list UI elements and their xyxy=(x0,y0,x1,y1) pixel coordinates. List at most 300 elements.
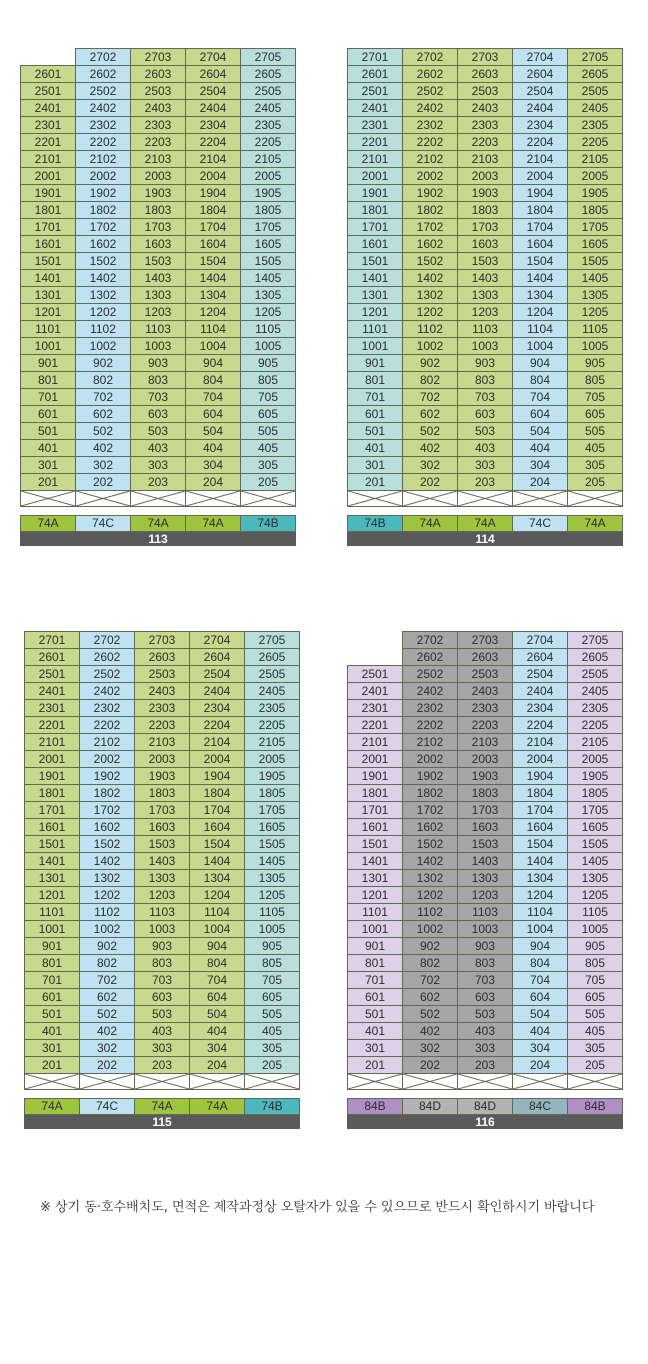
unit-cell[interactable]: 1202 xyxy=(76,304,131,321)
unit-cell[interactable]: 304 xyxy=(190,1040,245,1057)
unit-cell[interactable]: 802 xyxy=(80,955,135,972)
unit-cell[interactable]: 2602 xyxy=(403,66,458,83)
unit-cell[interactable]: 703 xyxy=(135,972,190,989)
unit-cell[interactable]: 1102 xyxy=(76,321,131,338)
unit-cell[interactable]: 1504 xyxy=(190,836,245,853)
unit-cell[interactable]: 1205 xyxy=(568,887,623,904)
unit-cell[interactable]: 2202 xyxy=(80,717,135,734)
unit-cell[interactable]: 1101 xyxy=(21,321,76,338)
unit-cell[interactable]: 204 xyxy=(513,1057,568,1074)
unit-cell[interactable]: 603 xyxy=(458,406,513,423)
unit-cell[interactable]: 2103 xyxy=(458,734,513,751)
unit-cell[interactable]: 1402 xyxy=(403,853,458,870)
unit-cell[interactable]: 1504 xyxy=(513,836,568,853)
unit-cell[interactable]: 2201 xyxy=(348,717,403,734)
unit-cell[interactable]: 1203 xyxy=(131,304,186,321)
unit-cell[interactable]: 705 xyxy=(241,389,296,406)
unit-cell[interactable]: 1902 xyxy=(80,768,135,785)
unit-cell[interactable]: 1205 xyxy=(245,887,300,904)
unit-cell[interactable]: 802 xyxy=(76,372,131,389)
unit-cell[interactable]: 2404 xyxy=(513,683,568,700)
unit-cell[interactable]: 2002 xyxy=(76,168,131,185)
unit-cell[interactable]: 1301 xyxy=(21,287,76,304)
unit-cell[interactable]: 2001 xyxy=(21,168,76,185)
unit-cell[interactable]: 1703 xyxy=(458,802,513,819)
unit-cell[interactable]: 1603 xyxy=(458,819,513,836)
unit-cell[interactable]: 1304 xyxy=(190,870,245,887)
unit-cell[interactable]: 1104 xyxy=(190,904,245,921)
unit-cell[interactable]: 2204 xyxy=(186,134,241,151)
unit-cell[interactable]: 504 xyxy=(190,1006,245,1023)
unit-cell[interactable]: 1304 xyxy=(513,287,568,304)
unit-cell[interactable]: 2102 xyxy=(80,734,135,751)
unit-cell[interactable]: 1103 xyxy=(458,321,513,338)
unit-cell[interactable]: 2702 xyxy=(80,632,135,649)
unit-cell[interactable]: 1404 xyxy=(186,270,241,287)
unit-cell[interactable]: 2705 xyxy=(245,632,300,649)
unit-cell[interactable]: 2001 xyxy=(348,168,403,185)
unit-cell[interactable]: 2301 xyxy=(348,117,403,134)
unit-cell[interactable]: 2005 xyxy=(568,168,623,185)
unit-cell[interactable]: 1104 xyxy=(186,321,241,338)
unit-cell[interactable]: 704 xyxy=(513,389,568,406)
unit-cell[interactable]: 404 xyxy=(186,440,241,457)
unit-cell[interactable]: 305 xyxy=(241,457,296,474)
unit-cell[interactable]: 2103 xyxy=(131,151,186,168)
unit-cell[interactable]: 1401 xyxy=(348,853,403,870)
unit-cell[interactable]: 704 xyxy=(186,389,241,406)
unit-cell[interactable]: 1305 xyxy=(568,870,623,887)
unit-cell[interactable]: 2105 xyxy=(568,151,623,168)
unit-cell[interactable]: 704 xyxy=(513,972,568,989)
unit-cell[interactable]: 2503 xyxy=(135,666,190,683)
unit-cell[interactable]: 2102 xyxy=(403,734,458,751)
unit-cell[interactable]: 1103 xyxy=(458,904,513,921)
unit-cell[interactable]: 2003 xyxy=(131,168,186,185)
unit-cell[interactable]: 1505 xyxy=(568,253,623,270)
unit-cell[interactable]: 1003 xyxy=(131,338,186,355)
unit-cell[interactable]: 2704 xyxy=(190,632,245,649)
unit-cell[interactable]: 405 xyxy=(568,1023,623,1040)
unit-cell[interactable]: 401 xyxy=(25,1023,80,1040)
unit-cell[interactable]: 702 xyxy=(403,972,458,989)
unit-cell[interactable]: 2602 xyxy=(403,649,458,666)
unit-cell[interactable]: 2305 xyxy=(245,700,300,717)
unit-cell[interactable]: 905 xyxy=(241,355,296,372)
unit-cell[interactable]: 1303 xyxy=(131,287,186,304)
unit-cell[interactable]: 1604 xyxy=(186,236,241,253)
unit-cell[interactable]: 2605 xyxy=(245,649,300,666)
unit-cell[interactable]: 503 xyxy=(131,423,186,440)
unit-cell[interactable]: 1402 xyxy=(80,853,135,870)
unit-cell[interactable]: 1405 xyxy=(568,853,623,870)
unit-cell[interactable]: 2104 xyxy=(190,734,245,751)
unit-cell[interactable]: 301 xyxy=(348,457,403,474)
unit-cell[interactable]: 1905 xyxy=(245,768,300,785)
unit-cell[interactable]: 1402 xyxy=(76,270,131,287)
unit-cell[interactable]: 303 xyxy=(135,1040,190,1057)
unit-cell[interactable]: 902 xyxy=(403,938,458,955)
unit-cell[interactable]: 2604 xyxy=(186,66,241,83)
unit-cell[interactable]: 1602 xyxy=(403,819,458,836)
unit-cell[interactable]: 2105 xyxy=(568,734,623,751)
unit-cell[interactable]: 302 xyxy=(76,457,131,474)
unit-cell[interactable]: 1801 xyxy=(25,785,80,802)
unit-cell[interactable]: 1403 xyxy=(458,853,513,870)
unit-cell[interactable]: 1003 xyxy=(458,921,513,938)
unit-cell[interactable]: 1503 xyxy=(131,253,186,270)
unit-cell[interactable]: 1601 xyxy=(348,819,403,836)
unit-cell[interactable]: 2704 xyxy=(513,49,568,66)
unit-cell[interactable]: 1804 xyxy=(513,202,568,219)
unit-cell[interactable]: 1902 xyxy=(403,185,458,202)
unit-cell[interactable]: 601 xyxy=(348,989,403,1006)
unit-cell[interactable]: 1102 xyxy=(403,321,458,338)
unit-cell[interactable]: 1802 xyxy=(403,202,458,219)
unit-cell[interactable]: 2605 xyxy=(568,649,623,666)
unit-cell[interactable]: 1604 xyxy=(513,819,568,836)
unit-cell[interactable]: 1602 xyxy=(403,236,458,253)
unit-cell[interactable]: 201 xyxy=(348,474,403,491)
unit-cell[interactable]: 402 xyxy=(76,440,131,457)
unit-cell[interactable]: 903 xyxy=(458,938,513,955)
unit-cell[interactable]: 2402 xyxy=(76,100,131,117)
unit-cell[interactable]: 1705 xyxy=(568,219,623,236)
unit-cell[interactable]: 501 xyxy=(348,1006,403,1023)
unit-cell[interactable]: 304 xyxy=(513,457,568,474)
unit-cell[interactable]: 1902 xyxy=(403,768,458,785)
unit-cell[interactable]: 2303 xyxy=(131,117,186,134)
unit-cell[interactable]: 402 xyxy=(403,440,458,457)
unit-cell[interactable]: 404 xyxy=(190,1023,245,1040)
unit-cell[interactable]: 1905 xyxy=(568,185,623,202)
unit-cell[interactable]: 1502 xyxy=(76,253,131,270)
unit-cell[interactable]: 1002 xyxy=(403,921,458,938)
unit-cell[interactable]: 305 xyxy=(568,457,623,474)
unit-cell[interactable]: 901 xyxy=(25,938,80,955)
unit-cell[interactable]: 801 xyxy=(348,372,403,389)
unit-cell[interactable]: 2404 xyxy=(513,100,568,117)
unit-cell[interactable]: 2301 xyxy=(348,700,403,717)
unit-cell[interactable]: 2104 xyxy=(513,151,568,168)
unit-cell[interactable]: 1203 xyxy=(458,887,513,904)
unit-cell[interactable]: 203 xyxy=(458,474,513,491)
unit-cell[interactable]: 1603 xyxy=(135,819,190,836)
unit-cell[interactable]: 1005 xyxy=(568,921,623,938)
unit-cell[interactable]: 1601 xyxy=(25,819,80,836)
unit-cell[interactable]: 601 xyxy=(21,406,76,423)
unit-cell[interactable]: 1804 xyxy=(186,202,241,219)
unit-cell[interactable]: 1805 xyxy=(241,202,296,219)
unit-cell[interactable]: 301 xyxy=(348,1040,403,1057)
unit-cell[interactable]: 1105 xyxy=(245,904,300,921)
unit-cell[interactable]: 602 xyxy=(403,989,458,1006)
unit-cell[interactable]: 2704 xyxy=(513,632,568,649)
unit-cell[interactable]: 605 xyxy=(245,989,300,1006)
unit-cell[interactable]: 1701 xyxy=(25,802,80,819)
unit-cell[interactable]: 1903 xyxy=(135,768,190,785)
unit-cell[interactable]: 1901 xyxy=(348,768,403,785)
unit-cell[interactable]: 2601 xyxy=(21,66,76,83)
unit-cell[interactable]: 2102 xyxy=(403,151,458,168)
unit-cell[interactable]: 1802 xyxy=(80,785,135,802)
unit-cell[interactable]: 701 xyxy=(21,389,76,406)
unit-cell[interactable]: 2304 xyxy=(513,700,568,717)
unit-cell[interactable]: 2701 xyxy=(25,632,80,649)
unit-cell[interactable]: 1102 xyxy=(80,904,135,921)
unit-cell[interactable]: 2703 xyxy=(135,632,190,649)
unit-cell[interactable]: 1602 xyxy=(76,236,131,253)
unit-cell[interactable]: 2203 xyxy=(131,134,186,151)
unit-cell[interactable]: 1702 xyxy=(403,219,458,236)
unit-cell[interactable]: 903 xyxy=(135,938,190,955)
unit-cell[interactable]: 505 xyxy=(568,1006,623,1023)
unit-cell[interactable]: 2604 xyxy=(513,66,568,83)
unit-cell[interactable]: 2104 xyxy=(513,734,568,751)
unit-cell[interactable]: 2602 xyxy=(76,66,131,83)
unit-cell[interactable]: 1202 xyxy=(80,887,135,904)
unit-cell[interactable]: 304 xyxy=(186,457,241,474)
unit-cell[interactable]: 803 xyxy=(458,372,513,389)
unit-cell[interactable]: 2505 xyxy=(241,83,296,100)
unit-cell[interactable]: 2101 xyxy=(348,734,403,751)
unit-cell[interactable]: 1005 xyxy=(241,338,296,355)
unit-cell[interactable]: 2205 xyxy=(568,134,623,151)
unit-cell[interactable]: 503 xyxy=(135,1006,190,1023)
unit-cell[interactable]: 502 xyxy=(403,1006,458,1023)
unit-cell[interactable]: 2205 xyxy=(245,717,300,734)
unit-cell[interactable]: 801 xyxy=(25,955,80,972)
unit-cell[interactable]: 2702 xyxy=(403,632,458,649)
unit-cell[interactable]: 2501 xyxy=(21,83,76,100)
unit-cell[interactable]: 2305 xyxy=(568,700,623,717)
unit-cell[interactable]: 202 xyxy=(403,474,458,491)
unit-cell[interactable]: 204 xyxy=(186,474,241,491)
unit-cell[interactable]: 2202 xyxy=(76,134,131,151)
unit-cell[interactable]: 302 xyxy=(403,457,458,474)
unit-cell[interactable]: 1905 xyxy=(241,185,296,202)
unit-cell[interactable]: 2404 xyxy=(190,683,245,700)
unit-cell[interactable]: 604 xyxy=(513,406,568,423)
unit-cell[interactable]: 2101 xyxy=(348,151,403,168)
unit-cell[interactable]: 2405 xyxy=(241,100,296,117)
unit-cell[interactable]: 805 xyxy=(568,372,623,389)
unit-cell[interactable]: 602 xyxy=(403,406,458,423)
unit-cell[interactable]: 1804 xyxy=(513,785,568,802)
unit-cell[interactable]: 1502 xyxy=(403,836,458,853)
unit-cell[interactable]: 1704 xyxy=(186,219,241,236)
unit-cell[interactable]: 2401 xyxy=(348,683,403,700)
unit-cell[interactable]: 2005 xyxy=(241,168,296,185)
unit-cell[interactable]: 202 xyxy=(80,1057,135,1074)
unit-cell[interactable]: 1605 xyxy=(241,236,296,253)
unit-cell[interactable]: 901 xyxy=(348,938,403,955)
unit-cell[interactable]: 2201 xyxy=(348,134,403,151)
unit-cell[interactable]: 702 xyxy=(80,972,135,989)
unit-cell[interactable]: 2701 xyxy=(348,49,403,66)
unit-cell[interactable]: 1202 xyxy=(403,304,458,321)
unit-cell[interactable]: 801 xyxy=(21,372,76,389)
unit-cell[interactable]: 1503 xyxy=(458,253,513,270)
unit-cell[interactable]: 201 xyxy=(25,1057,80,1074)
unit-cell[interactable]: 2405 xyxy=(245,683,300,700)
unit-cell[interactable]: 1402 xyxy=(403,270,458,287)
unit-cell[interactable]: 1801 xyxy=(348,202,403,219)
unit-cell[interactable]: 1202 xyxy=(403,887,458,904)
unit-cell[interactable]: 501 xyxy=(348,423,403,440)
unit-cell[interactable]: 604 xyxy=(186,406,241,423)
unit-cell[interactable]: 2505 xyxy=(568,83,623,100)
unit-cell[interactable]: 705 xyxy=(245,972,300,989)
unit-cell[interactable]: 1003 xyxy=(458,338,513,355)
unit-cell[interactable]: 1002 xyxy=(80,921,135,938)
unit-cell[interactable]: 204 xyxy=(190,1057,245,1074)
unit-cell[interactable]: 505 xyxy=(245,1006,300,1023)
unit-cell[interactable]: 1105 xyxy=(568,904,623,921)
unit-cell[interactable]: 1204 xyxy=(513,887,568,904)
unit-cell[interactable]: 902 xyxy=(80,938,135,955)
unit-cell[interactable]: 1705 xyxy=(245,802,300,819)
unit-cell[interactable]: 605 xyxy=(241,406,296,423)
unit-cell[interactable]: 2402 xyxy=(403,100,458,117)
unit-cell[interactable]: 1801 xyxy=(21,202,76,219)
unit-cell[interactable]: 1102 xyxy=(403,904,458,921)
unit-cell[interactable]: 203 xyxy=(131,474,186,491)
unit-cell[interactable]: 2703 xyxy=(131,49,186,66)
unit-cell[interactable]: 1004 xyxy=(186,338,241,355)
unit-cell[interactable]: 1903 xyxy=(131,185,186,202)
unit-cell[interactable]: 2005 xyxy=(568,751,623,768)
unit-cell[interactable]: 1203 xyxy=(458,304,513,321)
unit-cell[interactable]: 1803 xyxy=(131,202,186,219)
unit-cell[interactable]: 1404 xyxy=(513,270,568,287)
unit-cell[interactable]: 1602 xyxy=(80,819,135,836)
unit-cell[interactable]: 2404 xyxy=(186,100,241,117)
unit-cell[interactable]: 1101 xyxy=(348,321,403,338)
unit-cell[interactable]: 1503 xyxy=(458,836,513,853)
unit-cell[interactable]: 1101 xyxy=(25,904,80,921)
unit-cell[interactable]: 2605 xyxy=(241,66,296,83)
unit-cell[interactable]: 2603 xyxy=(458,66,513,83)
unit-cell[interactable]: 2203 xyxy=(458,717,513,734)
unit-cell[interactable]: 603 xyxy=(135,989,190,1006)
unit-cell[interactable]: 1704 xyxy=(513,802,568,819)
unit-cell[interactable]: 2202 xyxy=(403,717,458,734)
unit-cell[interactable]: 1001 xyxy=(348,921,403,938)
unit-cell[interactable]: 501 xyxy=(21,423,76,440)
unit-cell[interactable]: 1803 xyxy=(135,785,190,802)
unit-cell[interactable]: 1002 xyxy=(76,338,131,355)
unit-cell[interactable]: 1201 xyxy=(21,304,76,321)
unit-cell[interactable]: 301 xyxy=(21,457,76,474)
unit-cell[interactable]: 1302 xyxy=(403,287,458,304)
unit-cell[interactable]: 2503 xyxy=(458,666,513,683)
unit-cell[interactable]: 301 xyxy=(25,1040,80,1057)
unit-cell[interactable]: 1004 xyxy=(513,338,568,355)
unit-cell[interactable]: 1105 xyxy=(568,321,623,338)
unit-cell[interactable]: 1904 xyxy=(190,768,245,785)
unit-cell[interactable]: 2402 xyxy=(403,683,458,700)
unit-cell[interactable]: 502 xyxy=(403,423,458,440)
unit-cell[interactable]: 2502 xyxy=(403,666,458,683)
unit-cell[interactable]: 2602 xyxy=(80,649,135,666)
unit-cell[interactable]: 1001 xyxy=(21,338,76,355)
unit-cell[interactable]: 1303 xyxy=(135,870,190,887)
unit-cell[interactable]: 1901 xyxy=(348,185,403,202)
unit-cell[interactable]: 2501 xyxy=(348,83,403,100)
unit-cell[interactable]: 205 xyxy=(568,474,623,491)
unit-cell[interactable]: 2603 xyxy=(131,66,186,83)
unit-cell[interactable]: 905 xyxy=(568,355,623,372)
unit-cell[interactable]: 1705 xyxy=(568,802,623,819)
unit-cell[interactable]: 2703 xyxy=(458,49,513,66)
unit-cell[interactable]: 205 xyxy=(241,474,296,491)
unit-cell[interactable]: 203 xyxy=(135,1057,190,1074)
unit-cell[interactable]: 403 xyxy=(135,1023,190,1040)
unit-cell[interactable]: 805 xyxy=(241,372,296,389)
unit-cell[interactable]: 1603 xyxy=(458,236,513,253)
unit-cell[interactable]: 1805 xyxy=(245,785,300,802)
unit-cell[interactable]: 1603 xyxy=(131,236,186,253)
unit-cell[interactable]: 402 xyxy=(403,1023,458,1040)
unit-cell[interactable]: 2502 xyxy=(76,83,131,100)
unit-cell[interactable]: 805 xyxy=(245,955,300,972)
unit-cell[interactable]: 1905 xyxy=(568,768,623,785)
unit-cell[interactable]: 1901 xyxy=(25,768,80,785)
unit-cell[interactable]: 501 xyxy=(25,1006,80,1023)
unit-cell[interactable]: 1702 xyxy=(76,219,131,236)
unit-cell[interactable]: 1002 xyxy=(403,338,458,355)
unit-cell[interactable]: 2105 xyxy=(245,734,300,751)
unit-cell[interactable]: 2003 xyxy=(458,168,513,185)
unit-cell[interactable]: 701 xyxy=(348,389,403,406)
unit-cell[interactable]: 905 xyxy=(568,938,623,955)
unit-cell[interactable]: 502 xyxy=(80,1006,135,1023)
unit-cell[interactable]: 401 xyxy=(348,1023,403,1040)
unit-cell[interactable]: 303 xyxy=(131,457,186,474)
unit-cell[interactable]: 1604 xyxy=(513,236,568,253)
unit-cell[interactable]: 205 xyxy=(568,1057,623,1074)
unit-cell[interactable]: 2504 xyxy=(186,83,241,100)
unit-cell[interactable]: 202 xyxy=(76,474,131,491)
unit-cell[interactable]: 2004 xyxy=(513,751,568,768)
unit-cell[interactable]: 905 xyxy=(245,938,300,955)
unit-cell[interactable]: 1502 xyxy=(403,253,458,270)
unit-cell[interactable]: 1301 xyxy=(348,287,403,304)
unit-cell[interactable]: 1103 xyxy=(135,904,190,921)
unit-cell[interactable]: 1104 xyxy=(513,321,568,338)
unit-cell[interactable]: 1503 xyxy=(135,836,190,853)
unit-cell[interactable]: 1001 xyxy=(348,338,403,355)
unit-cell[interactable]: 2604 xyxy=(190,649,245,666)
unit-cell[interactable]: 801 xyxy=(348,955,403,972)
unit-cell[interactable]: 1403 xyxy=(458,270,513,287)
unit-cell[interactable]: 302 xyxy=(403,1040,458,1057)
unit-cell[interactable]: 1505 xyxy=(245,836,300,853)
unit-cell[interactable]: 405 xyxy=(568,440,623,457)
unit-cell[interactable]: 1605 xyxy=(568,236,623,253)
unit-cell[interactable]: 2005 xyxy=(245,751,300,768)
unit-cell[interactable]: 2302 xyxy=(403,117,458,134)
unit-cell[interactable]: 2304 xyxy=(186,117,241,134)
unit-cell[interactable]: 904 xyxy=(513,355,568,372)
unit-cell[interactable]: 2301 xyxy=(21,117,76,134)
unit-cell[interactable]: 2304 xyxy=(513,117,568,134)
unit-cell[interactable]: 2105 xyxy=(241,151,296,168)
unit-cell[interactable]: 503 xyxy=(458,1006,513,1023)
unit-cell[interactable]: 1205 xyxy=(241,304,296,321)
unit-cell[interactable]: 402 xyxy=(80,1023,135,1040)
